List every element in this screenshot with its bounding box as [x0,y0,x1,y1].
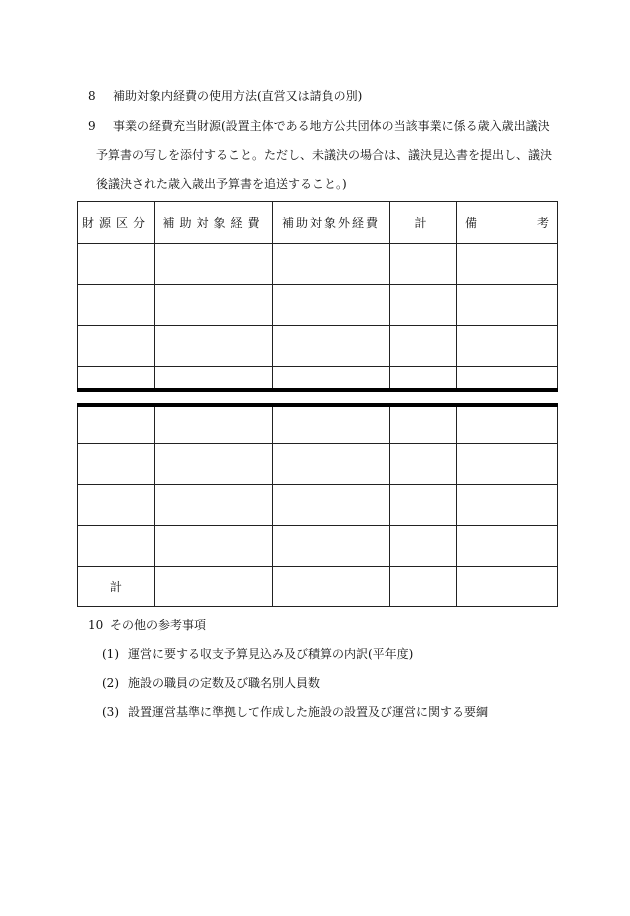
header-funding-category: 財源区分 [78,202,155,244]
total-label: 計 [78,567,155,607]
table-row [78,367,558,391]
sub-item-2 [102,676,321,690]
item-text: 事業の経費充当財源(設置主体である地方公共団体の当該事業に係る歳入歳出議決 [113,119,550,133]
remarks-char-1: 備 [465,216,478,230]
remarks-char-2: 考 [536,216,549,230]
item-9-continuation-1: 予算書の写しを添付すること。ただし、未議決の場合は、議決見込書を提出し、議決 [96,148,553,162]
sub-item-3 [102,705,489,719]
sub-item-text: 設置運営基準に準拠して作成した施設の設置及び運営に関する要綱 [128,705,489,719]
table-break-divider [78,390,558,405]
table-row [78,405,558,444]
item-9-continuation-2: 後議決された歳入歳出予算書を追送すること。) [96,177,347,191]
table-row [78,485,558,526]
item-9 [88,119,550,133]
table-row [78,244,558,285]
table-row [78,444,558,485]
table-header-row [78,202,558,244]
section-title: その他の参考事項 [110,618,207,632]
header-eligible-cost: 補助対象経費 [155,202,273,244]
sub-item-number: (1) [102,647,119,661]
item-number: 8 [88,89,96,103]
section-number: 10 [88,618,104,632]
section-10-heading [88,618,207,632]
sub-item-text: 施設の職員の定数及び職名別人員数 [128,676,321,690]
sub-item-number: (3) [102,705,119,719]
item-number: 9 [88,119,96,133]
sub-item-number: (2) [102,676,119,690]
item-8 [88,89,363,103]
header-ineligible-cost: 補助対象外経費 [273,202,390,244]
table-row [78,285,558,326]
header-total: 計 [390,202,457,244]
table-total-row [78,567,558,607]
sub-item-1 [102,647,414,661]
funding-source-table [77,201,558,607]
item-text: 補助対象内経費の使用方法(直営又は請負の別) [113,89,363,103]
sub-item-text: 運営に要する収支予算見込み及び積算の内訳(平年度) [128,647,414,661]
table-row [78,526,558,567]
header-remarks [457,202,558,244]
table-row [78,326,558,367]
